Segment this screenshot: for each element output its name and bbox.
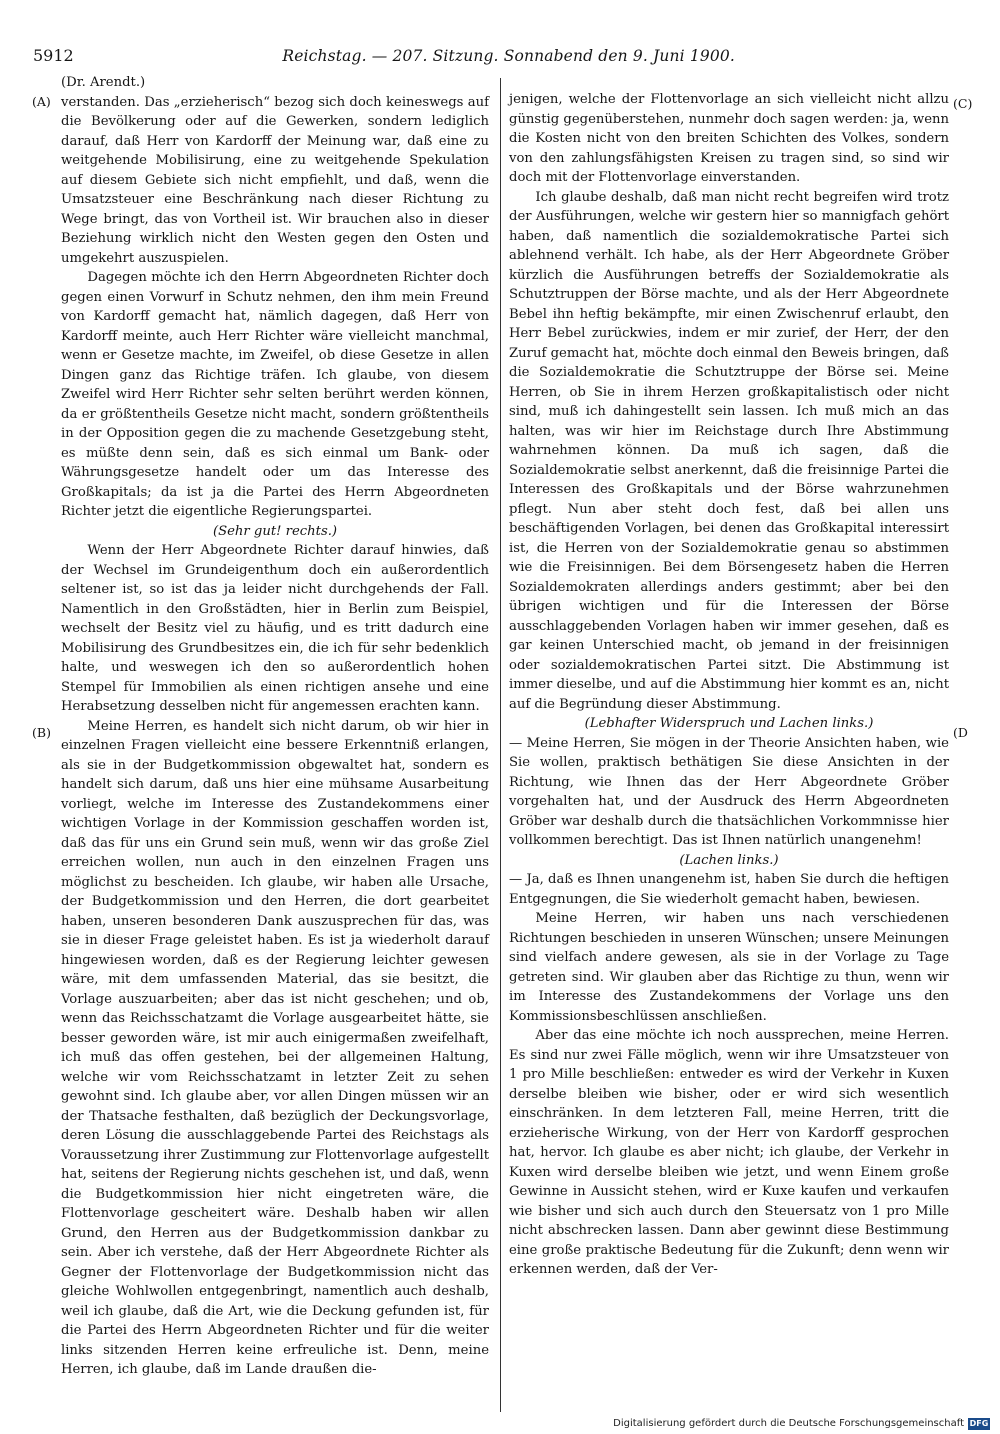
paragraph: Ich glaube deshalb, daß man nicht recht begreifen wird trotz der Ausführungen, welche wir gestern hier so mannigfach gehört haben, daß namentlich die sozialdemokratische Partei sich ablehnend verhält. Ich habe, als der Herr Abgeordnete Gröber kürzlich die Ausführungen betreffs der Sozialdemokratie als Schutztruppen der Börse machte, und als der Herr Abgeordnete Bebel ihn heftig bekämpfte, mir einen Zwischenruf erlaubt, den Herr Bebel zurückwies, indem er mir zurief, der Herr, der den Zuruf gemacht hat, möchte doch einmal den Beweis bringen, daß die Sozialdemokratie die Schutztruppe der Börse sei. Meine Herren, ob Sie in ihrem Herzen großkapitalistisch oder nicht sind, muß ich dahingestellt sein lassen. Ich muß mich an das halten, was wir hier im Reichstage durch Ihre Abstimmung wahrnehmen können. Da muß ich sagen, daß die Sozialdemokratie selbst anerkennt, daß die freisinnige Partei die Interessen des Großkapitals und der Börse wahrzunehmen pflegt. Nun aber steht doch fest, daß bei allen uns beschäftigenden Vorlagen, bei denen das Großkapital interessirt ist, die Herren von der Sozialdemokratie genau so abstimmen wie die Freisinnigen. Bei dem Börsengesetz haben die Herren Sozialdemokraten allerdings anders gestimmt; aber bei den übrigen wichtigen und für die Interessen der Börse ausschlaggebenden Vorlagen haben wir immer gesehen, daß es gar keinen Unterschied macht, ob jemand in der freisinnigen oder sozialdemokratischen Partei sitzt. Die Abstimmung ist immer dieselbe, und auf die Abstimmung hier kommt es an, nicht auf die Begründung dieser Abstimmung.	[509, 189, 949, 712]
digitization-credit	[613, 1417, 990, 1431]
page-header	[33, 44, 735, 68]
credit-text: Digitalisierung gefördert durch die Deutsche Forschungsgemeinschaft	[613, 1418, 964, 1429]
paragraph: Aber das eine möchte ich noch aussprechen, meine Herren. Es sind nur zwei Fälle möglich, wenn wir ihre Umsatzsteuer von 1 pro Mille beschließen: entweder es wird der Verkehr in Kuxen derselbe bleiben wie bisher, oder er wird sich wesentlich einschränken. In dem letzteren Fall, meine Herren, tritt die erzieherische Wirkung, von der Herr von Kardorff gesprochen hat, hervor. Ich glaube es aber nicht; ich glaube, der Verkehr in Kuxen wird derselbe bleiben wie jetzt, und wenn Einem große Gewinne in Aussicht stehen, wird er Kuxe kaufen und verkaufen wie bisher und sich auch durch den Steuersatz von 1 pro Mille nicht abschrecken lassen. Dann aber gewinnt diese Bestimmung eine große praktische Bedeutung für die Zukunft; denn wenn wir erkennen werden, daß der Ver-	[509, 1028, 949, 1277]
speaker-label: (Dr. Arendt.)	[61, 75, 146, 90]
paragraph: Dagegen möchte ich den Herrn Abgeordneten Richter doch gegen einen Vorwurf in Schutz nehmen, den ihm mein Freund von Kardorff gemacht hat, nämlich dagegen, daß Herr von Kardorff meinte, auch Herr Richter wäre vielleicht manchmal, wenn er Gesetze machte, im Zweifel, ob diese Gesetze in allen Dingen ganz das Richtige träfen. Ich glaube, von diesem Zweifel wird Herr Richter sehr selten berührt werden können, da er größtentheils Gesetze nicht macht, sondern größtentheils in der Opposition gegen die zu machende Gesetzgebung steht, es müßte denn sein, daß es sich einmal um Bank- oder Währungsgesetze handelt oder um das Interesse des Großkapitals; da ist ja die Partei des Herrn Abgeordneten Richter jetzt die eigentliche Regierungspartei.	[61, 270, 489, 519]
page-number: 5912	[33, 46, 74, 65]
paragraph: Wenn der Herr Abgeordnete Richter darauf hinwies, daß der Wechsel im Grundeigenthum doch ein außerordentlich seltener ist, so ist das ja leider nicht durchgehends der Fall. Namentlich in den Großstädten, hier in Berlin zum Beispiel, wechselt der Besitz viel zu häufig, und es tritt dadurch eine Mobilisirung des Grundbesitzes ein, die ich für sehr bedenklich halte, und weswegen ich den so außerordentlich hohen Stempel für Immobilien als einen richtigen ansehe und eine Herabsetzung desselben nicht für angemessen erachten kann.	[61, 543, 489, 714]
left-column	[61, 73, 489, 1380]
paragraph: jenigen, welche der Flottenvorlage an sich vielleicht nicht allzu günstig gegenüberstehen, nunmehr doch sagen werden: ja, wenn die Kosten nicht von den breiten Schichten des Volkes, sondern von den zahlungsfähigsten Kreisen zu tragen sind, so sind wir doch mit der Flottenvorlage einverstanden.	[509, 92, 949, 185]
interjection: (Lachen links.)	[679, 852, 779, 868]
dfg-logo-icon: DFG	[969, 1419, 989, 1428]
paragraph: — Ja, daß es Ihnen unangenehm ist, haben Sie durch die heftigen Entgegnungen, die Sie wiederholt gemacht haben, bewiesen.	[509, 872, 949, 907]
paragraph: verstanden. Das „erzieherisch“ bezog sich doch keineswegs auf die Bevölkerung oder auf die Gewerken, sondern lediglich darauf, daß Herr von Kardorff der Meinung war, daß eine zu weitgehende Mobilisirung, eine zu weitgehende Spekulation auf diesem Gebiete sich nicht empfiehlt, und daß, wenn die Umsatzsteuer eine Beschränkung nach dieser Richtung zu Wege bringt, das von Vortheil ist. Wir brauchen also in dieser Beziehung wirklich nicht den Westen gegen den Osten und umgekehrt auszuspielen.	[61, 94, 489, 266]
column-divider	[500, 78, 501, 1412]
interjection: (Sehr gut! rechts.)	[212, 523, 338, 539]
paragraph: Meine Herren, es handelt sich nicht darum, ob wir hier in einzelnen Fragen vielleicht eine bessere Erkenntniß erlangen, als sie in der Budgetkommission obgewaltet hat, sondern es handelt sich darum, daß uns hier eine mühsame Ausarbeitung vorliegt, welche im Interesse des Zustandekommens einer wichtigen Vorlage in der Kommission geschaffen worden ist, daß das für uns ein Grund sein muß, wenn wir das große Ziel erreichen wollen, nun auch in den einzelnen Fragen uns möglichst zu bescheiden. Ich glaube, wir haben alle Ursache, der Budgetkommission und den Herren, die dort gearbeitet haben, unseren besonderen Dank auszusprechen für das, was sie in dieser Frage geleistet haben. Es ist ja wiederholt darauf hingewiesen worden, daß es der Regierung leichter gewesen wäre, mit dem umfassenden Material, das sie besitzt, die Vorlage auszuarbeiten; aber das ist nicht geschehen; und ob, wenn das Reichsschatzamt die Vorlage ausgearbeitet hätte, sie besser geworden wäre, ist mir auch einigermaßen zweifelhaft, ich muß das offen gestehen, bei der allgemeinen Haltung, welche wir vom Reichsschatzamt in letzter Zeit zu sehen gewohnt sind. Ich glaube aber, vor allen Dingen müssen wir an der Thatsache festhalten, daß bezüglich der Deckungsvorlage, deren Lösung die ausschlaggebende Partei des Reichstags als Voraussetzung ihrer Zustimmung zur Flottenvorlage aufgestellt hat, seitens der Regierung nichts geschehen ist, und daß, wenn die Budgetkommission hier nicht eingetreten wäre, die Flottenvorlage gescheitert wäre. Deshalb haben wir allen Grund, den Herren aus der Budgetkommission dankbar zu sein. Aber ich verstehe, daß der Herr Abgeordnete Richter als Gegner der Flottenvorlage der Budgetkommission nicht das gleiche Wohlwollen entgegenbringt, namentlich auch deshalb, weil ich glaube, daß die Art, wie die Deckung gefunden ist, für die Partei des Herrn Abgeordneten Richter und für die weiter links sitzenden Herren keine erfreuliche ist. Denn, meine Herren, ich glaube, daß im Lande draußen die-	[61, 718, 489, 1377]
margin-mark-b: (B)	[32, 725, 51, 740]
running-title: Reichstag. — 207. Sitzung. Sonnabend den 9. Juni 1900.	[282, 47, 735, 65]
paragraph: Meine Herren, wir haben uns nach verschiedenen Richtungen beschieden in unseren Wünschen; unsere Meinungen sind vielfach andere gewesen, als sie in der Vorlage zu Tage getreten sind. Wir glauben aber das Richtige zu thun, wenn wir im Interesse des Zustandekommens der Vorlage uns den Kommissionsbeschlüssen anschließen.	[509, 911, 949, 1024]
right-column	[509, 90, 949, 1280]
interjection: (Lebhafter Widerspruch und Lachen links.)	[584, 716, 874, 731]
margin-mark-a: (A)	[32, 94, 51, 109]
margin-mark-d: (D	[953, 725, 968, 740]
margin-mark-c: (C)	[953, 96, 973, 111]
paragraph: — Meine Herren, Sie mögen in der Theorie Ansichten haben, wie Sie wollen, praktisch bethätigen Sie diese Ansichten in der Richtung, wie Ihnen das der Herr Abgeordnete Gröber vorgehalten hat, und der Ausdruck des Herrn Abgeordneten Gröber war deshalb durch die thatsächlichen Vorkommnisse hier vollkommen berechtigt. Das ist Ihnen natürlich unangenehm!	[509, 735, 949, 848]
